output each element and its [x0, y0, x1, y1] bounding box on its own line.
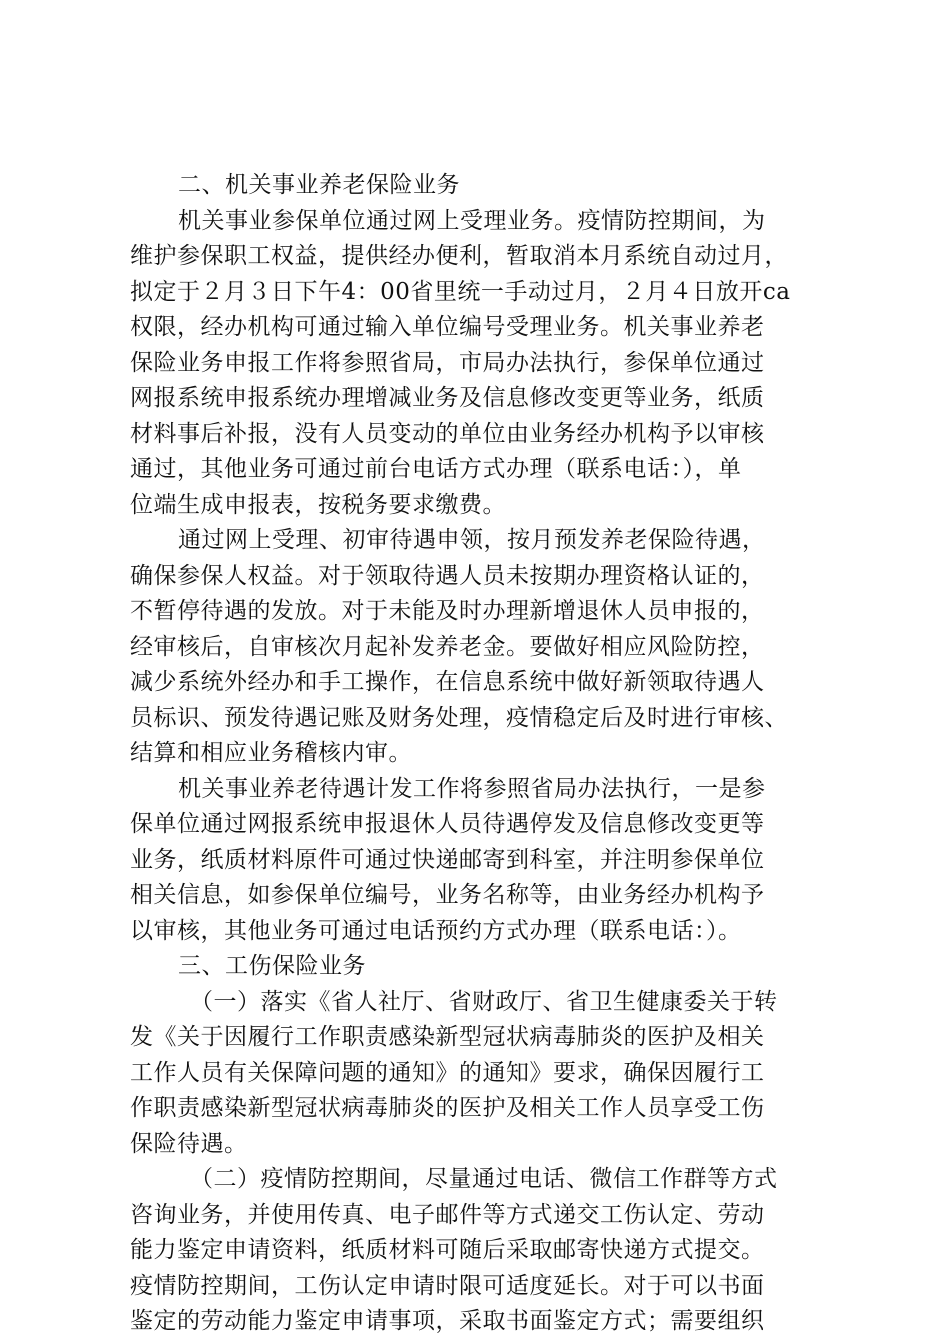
paragraph-5 — [130, 1162, 830, 1340]
paragraph-line: 位端生成申报表，按税务要求缴费。 — [130, 491, 506, 518]
paragraph-2 — [130, 523, 830, 772]
paragraph-line: 权限，经办机构可通过输入单位编号受理业务。机关事业养老 — [130, 314, 765, 340]
paragraph-line: 机关事业参保单位通过网上受理业务。疫情防控期间，为 — [178, 207, 766, 234]
paragraph-3 — [130, 772, 830, 950]
paragraph-line: 鉴定的劳动能力鉴定申请事项，采取书面鉴定方式；需要组织 — [130, 1308, 765, 1334]
paragraph-line: 发《关于因履行工作职责感染新型冠状病毒肺炎的医护及相关 — [130, 1024, 765, 1050]
paragraph-line: 作职责感染新型冠状病毒肺炎的医护及相关工作人员享受工伤 — [130, 1095, 765, 1121]
paragraph-line: 机关事业养老待遇计发工作将参照省局办法执行，一是参 — [178, 775, 766, 802]
paragraph-line: 员标识、预发待遇记账及财务处理，疫情稳定后及时进行审核、 — [130, 704, 788, 731]
paragraph-line: 通过，其他业务可通过前台电话方式办理（联系电话：），单 — [130, 456, 742, 482]
paragraph-line: 经审核后，自审核次月起补发养老金。要做好相应风险防控， — [130, 633, 765, 660]
paragraph-4 — [130, 985, 830, 1163]
paragraph-line: （二）疫情防控期间，尽量通过电话、微信工作群等方式 — [190, 1166, 778, 1192]
document-body — [130, 168, 830, 1340]
paragraph-line: 不暂停待遇的发放。对于未能及时办理新增退休人员申报的， — [130, 598, 765, 624]
paragraph-line: 疫情防控期间，工伤认定申请时限可适度延长。对于可以书面 — [130, 1272, 765, 1299]
paragraph-line: 咨询业务，并使用传真、电子邮件等方式递交工伤认定、劳动 — [130, 1201, 765, 1228]
paragraph-line: 材料事后补报，没有人员变动的单位由业务经办机构予以审核 — [130, 420, 765, 447]
paragraph-line: 拟定于２月３日下午4：00省里统一手动过月，２月４日放开ca — [130, 278, 791, 305]
paragraph-line: 以审核，其他业务可通过电话预约方式办理（联系电话：）。 — [130, 917, 742, 944]
section-heading-3: 三、工伤保险业务 — [178, 953, 366, 979]
paragraph-line: （一）落实《省人社厅、省财政厅、省卫生健康委关于转 — [190, 988, 778, 1015]
paragraph-line: 通过网上受理、初审待遇申领，按月预发养老保险待遇， — [178, 527, 766, 553]
paragraph-line: 维护参保职工权益，提供经办便利，暂取消本月系统自动过月， — [130, 243, 788, 269]
paragraph-line: 确保参保人权益。对于领取待遇人员未按期办理资格认证的， — [130, 562, 765, 589]
paragraph-line: 结算和相应业务稽核内审。 — [130, 740, 412, 766]
paragraph-line: 网报系统申报系统办理增减业务及信息修改变更等业务，纸质 — [130, 385, 765, 411]
paragraph-line: 保险业务申报工作将参照省局，市局办法执行，参保单位通过 — [130, 349, 765, 376]
paragraph-line: 相关信息，如参保单位编号，业务名称等，由业务经办机构予 — [130, 882, 765, 908]
paragraph-line: 保单位通过网报系统申报退休人员待遇停发及信息修改变更等 — [130, 811, 765, 837]
paragraph-line: 能力鉴定申请资料，纸质材料可随后采取邮寄快递方式提交。 — [130, 1237, 765, 1263]
paragraph-line: 减少系统外经办和手工操作，在信息系统中做好新领取待遇人 — [130, 669, 765, 695]
paragraph-1 — [130, 204, 830, 524]
paragraph-line: 保险待遇。 — [130, 1130, 248, 1157]
paragraph-line: 工作人员有关保障问题的通知》的通知》要求，确保因履行工 — [130, 1059, 765, 1086]
section-heading-2: 二、机关事业养老保险业务 — [178, 172, 460, 198]
paragraph-line: 业务，纸质材料原件可通过快递邮寄到科室，并注明参保单位 — [130, 846, 765, 873]
